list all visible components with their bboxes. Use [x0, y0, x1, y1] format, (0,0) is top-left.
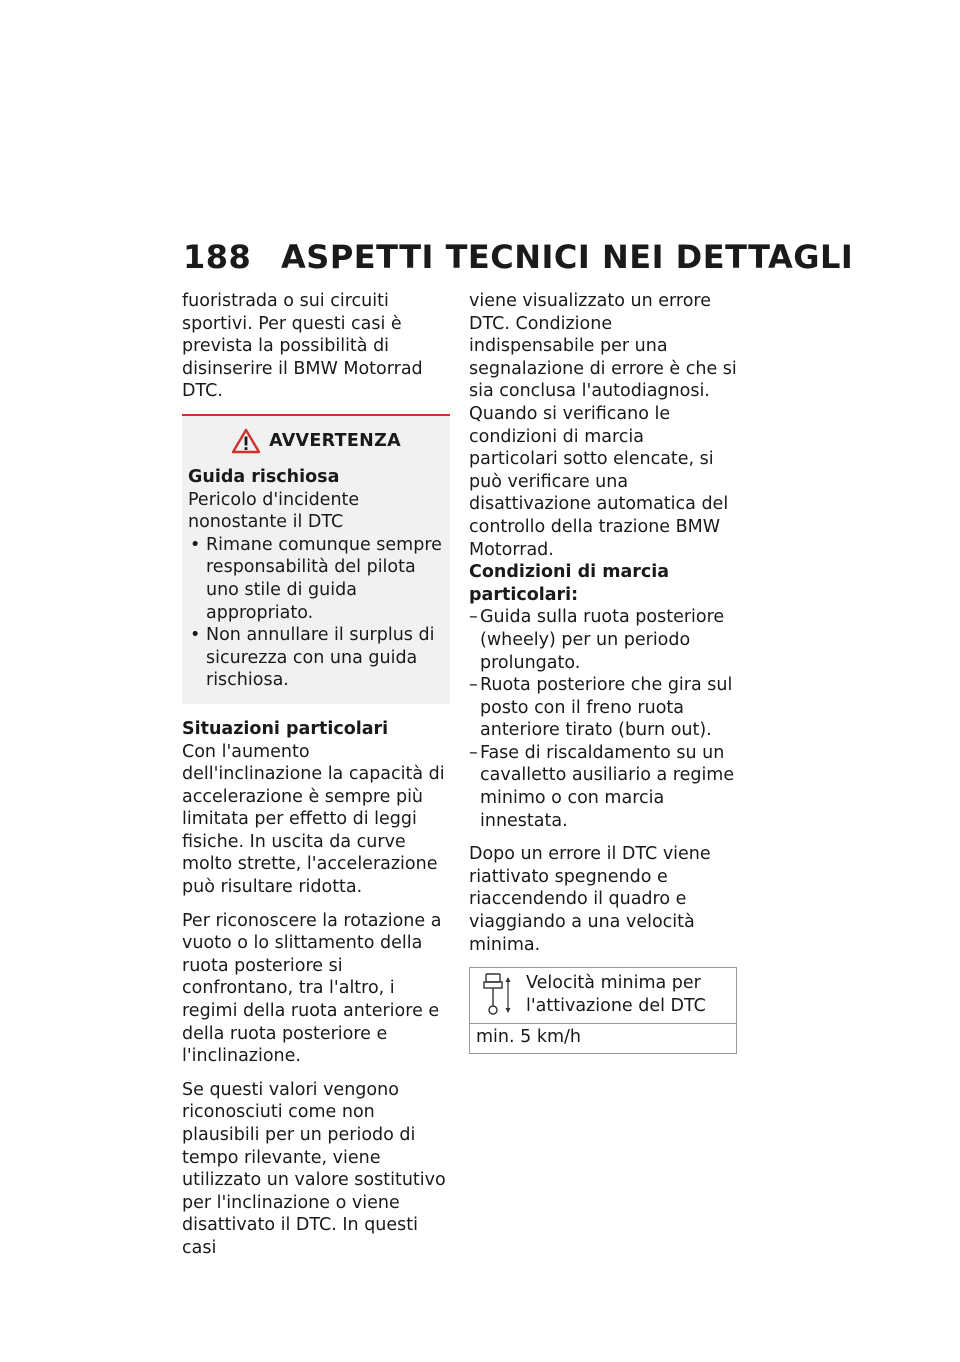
warning-title: AVVERTENZA	[269, 430, 401, 451]
conditions-heading: Condizioni di marcia particolari:	[469, 562, 670, 605]
intro-paragraph: fuoristrada o sui circuiti sportivi. Per questi casi è prevista la possibilità di disinserire il BMW Motorrad DTC.	[182, 291, 423, 402]
spec-label: Velocità minima per l'attivazione del DTC	[526, 973, 706, 1016]
section-title: ASPETTI TECNICI NEI DETTAGLI	[281, 238, 854, 276]
paragraph: Per riconoscere la rotazione a vuoto o lo slittamento della ruota posteriore si confrontano, tra l'altro, i regimi della ruota anteriore e della ruota posteriore e l'inclinazione.	[182, 910, 442, 1067]
list-item: – Ruota posteriore che gira sul posto con il freno ruota anteriore tirato (burn out).	[469, 674, 737, 742]
conditions-list	[469, 606, 737, 832]
warning-box	[182, 414, 450, 704]
paragraph: Se questi valori vengono riconosciuti come non plausibili per un periodo di tempo rilevante, viene utilizzato un valore sostitutivo per l'inclinazione o viene disattivato il DTC. In questi casi	[182, 1079, 446, 1258]
paragraph: viene visualizzato un errore DTC. Condizione indispensabile per una segnalazione di errore è che si sia conclusa l'autodiagnosi.	[469, 291, 737, 402]
list-item: • Rimane comunque sempre responsabilità del pilota uno stile di guida appropriato.	[188, 534, 444, 624]
paragraph: Quando si verificano le condizioni di marcia particolari sotto elencate, si può verificare una disattivazione automatica del controllo della trazione BMW Motorrad.	[469, 403, 729, 560]
warning-text: Pericolo d'incidente nonostante il DTC	[188, 489, 360, 533]
left-column	[182, 290, 450, 1271]
warning-bullets	[188, 534, 444, 692]
paragraph: Con l'aumento dell'inclinazione la capacità di accelerazione è sempre più limitata per effetto di leggi fisiche. In uscita da curve molto strette, l'accelerazione può risultare ridotta.	[182, 741, 445, 898]
page-number: 188	[183, 238, 252, 276]
spec-table	[469, 967, 737, 1054]
spec-value: min. 5 km/h	[476, 1027, 581, 1048]
list-item: • Non annullare il surplus di sicurezza con una guida rischiosa.	[188, 624, 444, 692]
list-item: – Fase di riscaldamento su un cavalletto ausiliario a regime minimo o con marcia innestata.	[469, 742, 737, 832]
warning-header	[188, 428, 444, 454]
list-item: – Guida sulla ruota posteriore (wheely) per un periodo prolungato.	[469, 606, 737, 674]
paragraph: Dopo un errore il DTC viene riattivato spegnendo e riaccendendo il quadro e viaggiando a una velocità minima.	[469, 844, 711, 955]
warning-triangle-icon	[231, 428, 261, 454]
warning-subtitle: Guida rischiosa	[188, 466, 340, 487]
right-column	[469, 290, 737, 1054]
minimum-speed-icon	[476, 972, 512, 1016]
section-heading: Situazioni particolari	[182, 718, 389, 739]
page-header	[183, 238, 853, 276]
